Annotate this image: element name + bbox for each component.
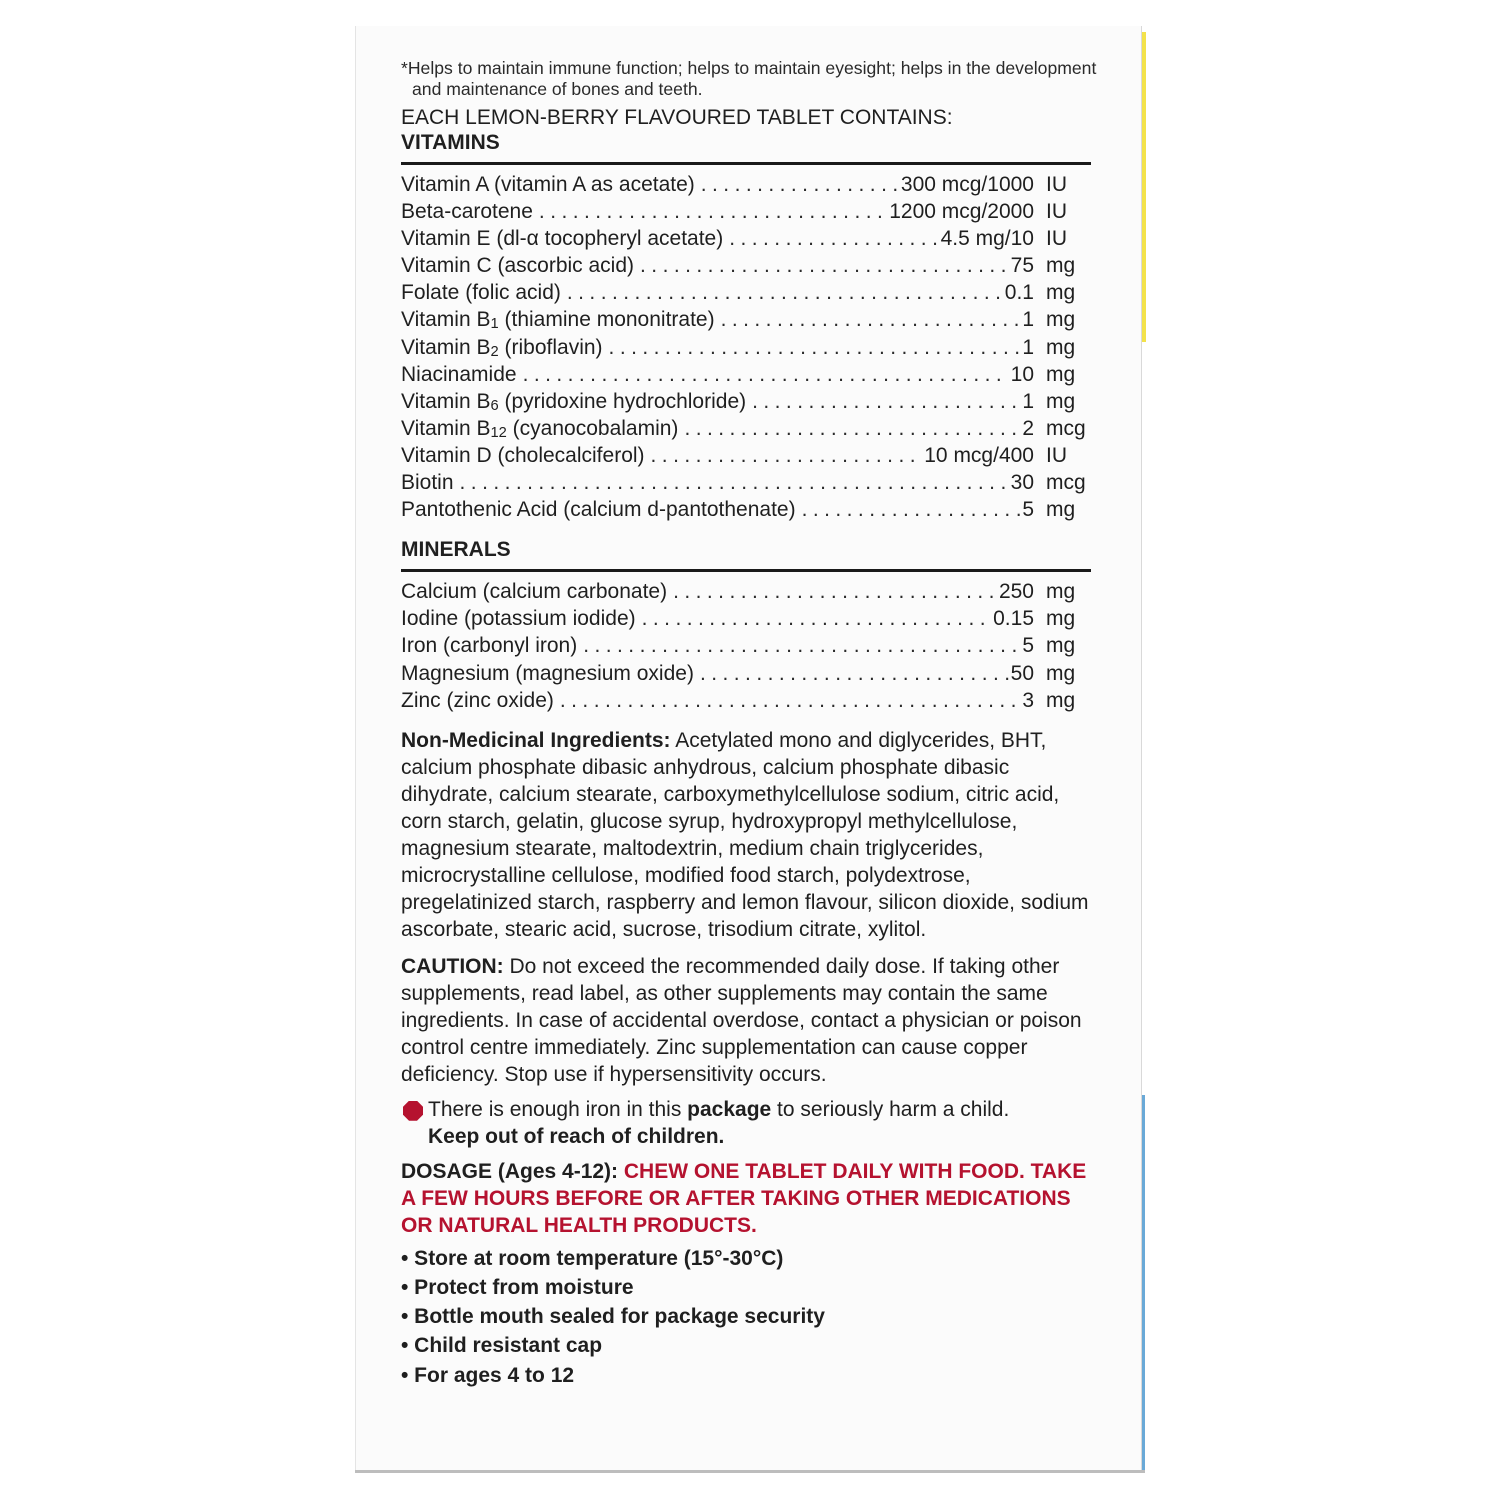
nutrient-amount: 2 [1022,416,1034,440]
vitamins-row [401,171,1096,198]
nutrient-unit: mcg [1046,416,1086,440]
nutrient-name-text: Zinc (zinc oxide) [401,688,554,712]
vitamins-row [401,361,1096,388]
nutrient-amount: 1200 mcg/2000 [889,200,1034,224]
each-tablet-heading: EACH LEMON-BERRY FLAVOURED TABLET CONTAINS: [401,106,953,129]
minerals-row [401,632,1096,659]
footnote-line-1: *Helps to maintain immune function; helps to maintain eyesight; helps in the development [401,58,1097,78]
nutrient-name [401,632,583,659]
caution-text: Do not exceed the recommended daily dose. If taking other supplements, read label, as other supplements may contain the same ingredients. In case of accidental overdose, contact a physician or poison control centre immediately. Zinc supplementation can cause copper deficiency. Stop use if hypersensitivity occurs. [401,954,1082,1086]
dosage-label: DOSAGE (Ages 4-12): [401,1159,624,1183]
dot-leader [802,496,1021,523]
nutrient-name [401,496,802,523]
nutrient-subscript: 2 [490,343,499,360]
nutrient-amount: 1 [1022,335,1034,359]
nutrient-name [401,279,567,306]
nutrient-amount: 5 [1022,634,1034,658]
dot-leader [609,334,1021,361]
vitamins-row [401,496,1096,523]
nutrient-amount: 0.1 [1004,281,1034,305]
nutrient-amount: 50 [1010,661,1034,685]
minerals-title: MINERALS [401,538,511,562]
nutrient-amount: 4.5 mg/10 [940,227,1034,251]
nutrient-amount: 10 [1010,362,1034,386]
nutrient-amount: 0.15 [993,607,1034,631]
nutrient-name-text: Magnesium (magnesium oxide) [401,661,694,685]
vitamins-row [401,306,1096,333]
vitamins-row [401,225,1096,252]
minerals-row [401,687,1096,714]
nutrient-subscript: 6 [490,397,499,414]
nutrient-unit: IU [1046,200,1067,224]
nutrient-name [401,361,523,388]
dosage-paragraph [401,1158,1091,1239]
nutrient-unit: mg [1046,389,1076,413]
dot-leader [729,225,938,252]
nutrient-name-text: Vitamin A (vitamin A as acetate) [401,173,695,196]
bullet-item: • Store at room temperature (15°-30°C) [401,1246,784,1270]
dot-leader [560,687,1020,714]
vitamins-row [401,198,1096,225]
dot-leader [684,415,1020,442]
non-medicinal-label: Non-Medicinal Ingredients: [401,728,671,752]
nutrient-amount: 75 [1010,254,1034,278]
nutrient-amount: 250 [998,580,1034,604]
vitamins-row [401,469,1096,496]
nutrient-name-text: Pantothenic Acid (calcium d-pantothenate) [401,498,796,522]
dot-leader [642,605,991,632]
nutrient-name-text: Iodine (potassium iodide) [401,607,636,631]
nutrient-name-text: Vitamin B [401,416,491,440]
iron-warning-bold: package [687,1097,772,1121]
nutrient-name-text: Vitamin B [401,308,491,332]
minerals-row [401,605,1096,632]
iron-warning [401,1096,1101,1150]
bullet-item: • Bottle mouth sealed for package security [401,1305,825,1329]
minerals-table [401,578,1096,713]
storage-bullets [401,1244,1101,1390]
nutrient-name [401,198,539,225]
nutrient-name-text: Niacinamide [401,362,517,386]
vitamins-row [401,388,1096,415]
non-medicinal-ingredients [401,727,1091,943]
vitamins-row [401,415,1096,442]
dot-leader [567,279,1003,306]
dot-leader [701,171,899,198]
dot-leader [752,388,1020,415]
nutrient-unit: mg [1046,254,1076,278]
minerals-rule [401,569,1091,572]
nutrient-name-suffix: (pyridoxine hydrochloride) [498,389,747,413]
nutrient-unit: mg [1046,335,1076,359]
nutrient-unit: mg [1046,362,1076,386]
dot-leader [673,578,997,605]
nutrient-name-text: Iron (carbonyl iron) [401,634,578,658]
nutrient-unit: mg [1046,688,1076,712]
nutrient-name [401,605,642,632]
nutrient-unit: mg [1046,498,1076,522]
nutrient-name-suffix: (riboflavin) [498,335,603,359]
nutrient-name-text: Vitamin B [401,389,491,413]
nutrient-amount: 3 [1022,688,1034,712]
non-medicinal-text: Acetylated mono and diglycerides, BHT, calcium phosphate dibasic anhydrous, calcium phosphate dibasic dihydrate, calcium stearate, carboxymethylcellulose sodium, citric acid, corn starch, gelatin, glucose syrup, hydroxypropyl methylcellulose, magnesium stearate, maltodextrin, medium chain triglycerides, microcrystalline cellulose, modified food starch, polydextrose, pregelatinized starch, raspberry and lemon flavour, silicon dioxide, sodium ascorbate, stearic acid, sucrose, trisodium citrate, xylitol. [401,728,1089,941]
nutrient-name-suffix: (thiamine mononitrate) [498,308,715,332]
nutrient-subscript: 1 [490,316,499,333]
dot-leader [523,361,1009,388]
dot-leader [721,306,1021,333]
vitamins-rule [401,162,1091,165]
bullet-item: • For ages 4 to 12 [401,1363,575,1387]
nutrient-name-text: Vitamin E (dl-α tocopheryl acetate) [401,227,724,251]
nutrient-name [401,660,700,687]
vitamins-table [401,171,1096,523]
vitamins-title: VITAMINS [401,131,500,154]
minerals-row [401,660,1096,687]
nutrient-unit: mg [1046,661,1076,685]
nutrient-name [401,687,560,714]
nutrient-name-text: Biotin [401,471,454,495]
vitamins-row [401,252,1096,279]
nutrient-name [401,469,460,496]
caution-label: CAUTION: [401,954,504,978]
nutrient-subscript: 12 [490,425,507,442]
nutrient-name [401,442,651,469]
caution-paragraph [401,953,1091,1088]
vitamins-row [401,334,1096,361]
nutrient-name [401,578,673,605]
dot-leader [539,198,887,225]
label-content [401,58,1101,1390]
dot-leader [583,632,1020,659]
nutrient-unit: mg [1046,308,1076,332]
nutrient-name [401,252,640,279]
keep-out-of-reach: Keep out of reach of children. [428,1124,725,1148]
nutrient-name-text: Vitamin C (ascorbic acid) [401,254,635,278]
bullet-item: • Protect from moisture [401,1275,634,1299]
nutrient-unit: IU [1046,227,1067,251]
nutrient-name [401,171,701,198]
iron-warning-post: to seriously harm a child. [771,1097,1010,1121]
dot-leader [460,469,1009,496]
dot-leader [700,660,1009,687]
nutrient-unit: mg [1046,281,1076,305]
nutrient-name-text: Beta-carotene [401,200,533,224]
footnote [401,58,1101,100]
nutrient-amount: 10 mcg/400 [924,443,1034,467]
dot-leader [640,252,1009,279]
package-edge-yellow [1142,32,1146,342]
nutrient-name-suffix: (cyanocobalamin) [506,416,679,440]
stop-octagon-icon [403,1101,423,1121]
dot-leader [651,442,923,469]
nutrient-unit: mg [1046,607,1076,631]
footnote-line-2: and maintenance of bones and teeth. [412,79,703,99]
minerals-row [401,578,1096,605]
nutrient-name-text: Vitamin B [401,335,491,359]
nutrient-name [401,225,729,252]
nutrient-amount: 300 mcg/1000 [900,173,1034,196]
panel-bottom-edge [355,1470,1145,1473]
nutrient-name-text: Calcium (calcium carbonate) [401,580,668,604]
vitamins-row [401,279,1096,306]
package-edge-blue [1142,1095,1145,1470]
iron-warning-pre: There is enough iron in this [428,1097,688,1121]
nutrient-name-text: Folate (folic acid) [401,281,561,305]
vitamins-row [401,442,1096,469]
nutrient-amount: 1 [1022,389,1034,413]
nutrient-unit: mg [1046,580,1076,604]
dosage-text: CHEW ONE TABLET DAILY WITH FOOD. TAKE A FEW HOURS BEFORE OR AFTER TAKING OTHER MEDICATIONS OR NATURAL HEALTH PRODUCTS. [401,1159,1087,1237]
bullet-item: • Child resistant cap [401,1334,603,1358]
nutrient-unit: IU [1046,443,1067,467]
nutrient-name-text: Vitamin D (cholecalciferol) [401,443,645,467]
nutrient-unit: IU [1046,173,1067,196]
nutrient-amount: 1 [1022,308,1034,332]
nutrient-amount: 30 [1010,471,1034,495]
nutrient-unit: mg [1046,634,1076,658]
nutrient-amount: 5 [1022,498,1034,522]
nutrient-unit: mcg [1046,471,1086,495]
